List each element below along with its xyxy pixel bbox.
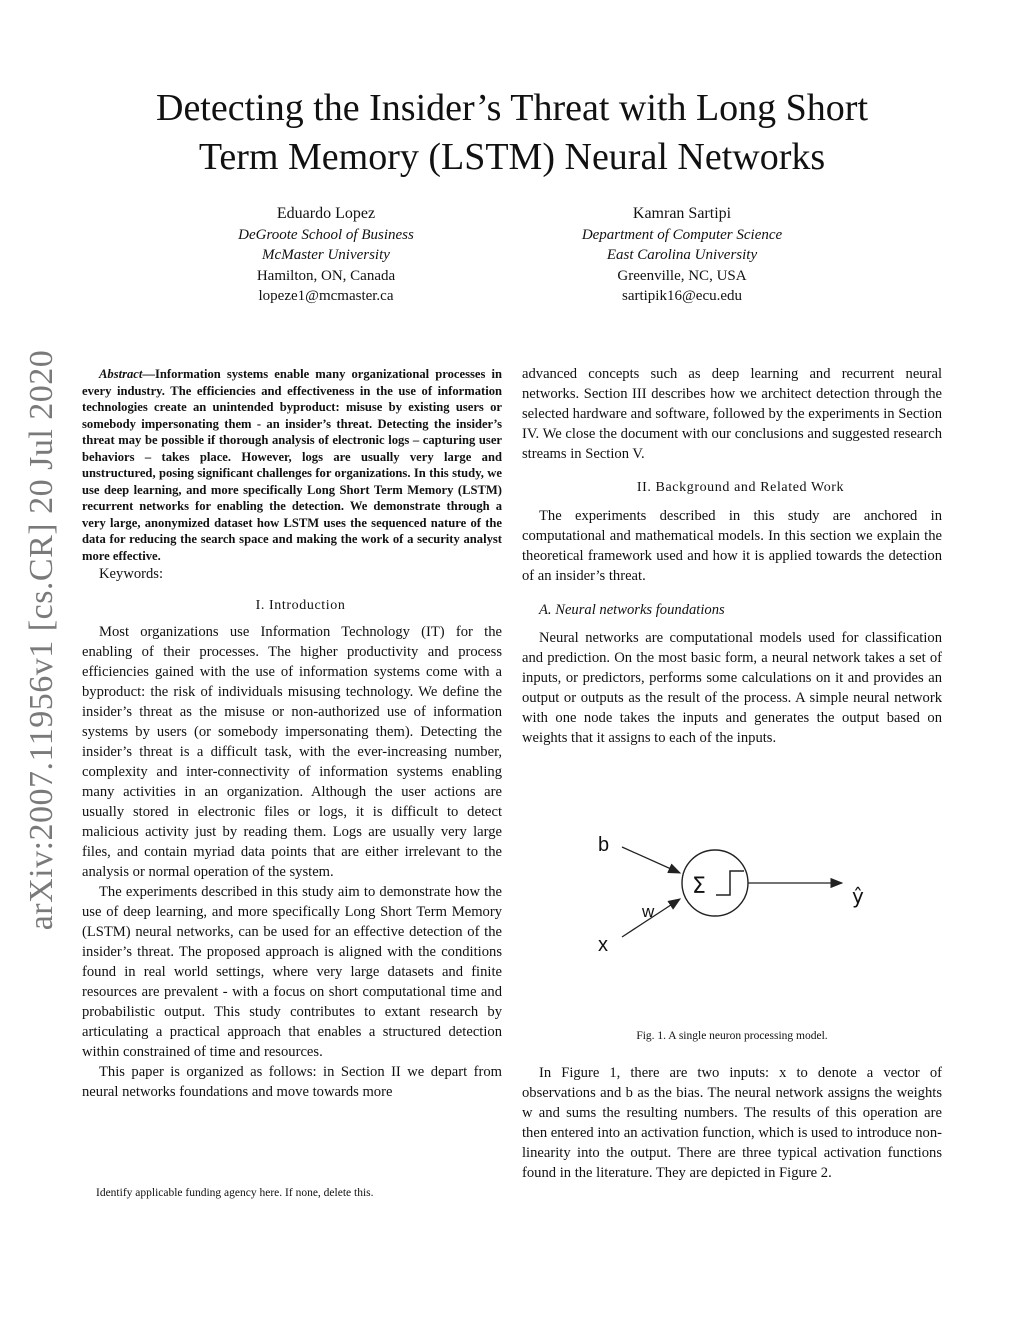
nn-paragraph-2: In Figure 1, there are two inputs: x to denote a vector of observations and b as the bias. The neural network assigns the weights w and sums the resulting numbers. The results of this operation are then entered into an activation function, which is used to introduce non-linearity into the output. There are three typical activation functions found in the literature. They are depicted in Figure 2. [522, 1065, 942, 1181]
section-heading-introduction: I. Introduction [255, 598, 346, 613]
continued-paragraph: advanced concepts such as deep learning and recurrent neural networks. Section III describes how we architect detection through the selected hardware and software, followed by the experiments in Section IV. We close the document with our conclusions and suggested research streams in Section V. [522, 366, 942, 462]
abstract: Abstract—Information systems enable many organizational processes in every industry. The efficiencies and effectiveness in the use of information technologies create an unintended byproduct: misuse by existing users or somebody impersonating them - an insider’s threat. Detecting the insider’s threat may be possible if thorough analysis of electronic logs – capturing user behaviors – takes place. However, logs are usually very large and unstructured, posing significant challenges for organizations. In this study, we use deep learning, and more specifically Long Short Term Memory (LSTM) recurrent networks for enabling the detection. We demonstrate through a very large, anonymized dataset how LSTM uses the sequenced nature of the data for reducing the search space and making the work of a security analyst more effective. [82, 367, 502, 563]
figure-caption: Fig. 1. A single neuron processing model. [636, 1030, 828, 1042]
author-department: Department of Computer Science [581, 226, 783, 243]
section-heading-background: II. Background and Related Work [636, 480, 845, 495]
input-label: x [598, 934, 608, 956]
title-line-2: Term Memory (LSTM) Neural Networks [198, 136, 826, 178]
keywords: Keywords: [99, 566, 164, 582]
sum-symbol: Σ [692, 874, 706, 899]
author-email: lopeze1@mcmaster.ca [258, 288, 394, 304]
author-institution: East Carolina University [606, 247, 758, 263]
left-column [82, 366, 502, 1102]
intro-paragraph-1: Most organizations use Information Technology (IT) for the enabling of their processes. The higher productivity and process efficiencies gained with the use of information systems come with a byproduct: the risk of individuals misusing technology. We define the insider’s threat as the misuse or non-authorized use of information systems by users (or somebody impersonating them). Detecting the insider’s threat is a difficult task, with the ever-increasing number, complexity and inter-connectivity of information systems enabling many activities in an organization. Although the user actions are usually stored in electronic files or logs, it is difficult to detect malicious activity just by reading them. Logs are usually very large files, and contain myriad data points that are either irrelevant to the analysis or normal operation of the system. [82, 624, 502, 880]
author-block-2 [502, 204, 862, 307]
author-name: Kamran Sartipi [632, 205, 732, 222]
paper-title [90, 84, 934, 182]
arxiv-id: arXiv:2007.11956v1 [cs.CR] 20 Jul 2020 [23, 349, 60, 931]
author-block-1 [146, 204, 506, 307]
output-label: ŷ [852, 884, 864, 908]
author-name: Eduardo Lopez [276, 205, 376, 222]
right-column-lower [522, 1063, 942, 1183]
author-location: Hamilton, ON, Canada [256, 267, 396, 284]
neuron-figure [570, 815, 910, 975]
author-email: sartipik16@ecu.edu [621, 288, 743, 304]
author-institution: McMaster University [262, 247, 390, 263]
bias-label: b [598, 834, 610, 856]
step-function-icon [716, 871, 744, 895]
subsection-heading: A. Neural networks foundations [539, 602, 725, 618]
author-department: DeGroote School of Business [238, 226, 414, 243]
right-column [522, 364, 942, 748]
weight-label: w [642, 902, 655, 921]
title-line-1: Detecting the Insider’s Threat with Long Short [156, 87, 868, 129]
author-location: Greenville, NC, USA [617, 267, 747, 284]
intro-paragraph-3: This paper is organized as follows: in Section II we depart from neural networks foundations and move towards more [82, 1064, 502, 1100]
intro-paragraph-2: The experiments described in this study aim to demonstrate how the use of deep learning, and more specifically Long Short Term Memory (LSTM) neural networks, can be used for an effective detection of the insider’s threat. The proposed approach is aligned with the conditions found in real world settings, where very large datasets and finite resources are prevalent - with a focus on short computational time and probabilistic output. This study contributes to extant research by articulating a practical approach that enables a structured detection within constrained of time and resources. [82, 884, 502, 1060]
footnote: Identify applicable funding agency here. If none, delete this. [96, 1187, 374, 1199]
abstract-text: Information systems enable many organizational processes in every industry. The efficiencies and effectiveness in the use of information technologies create an unintended byproduct: misuse by existing users or somebody impersonating them - an insider’s threat. Detecting the insider’s threat may be possible if thorough analysis of electronic logs – capturing user behaviors – takes place. However, logs are usually very large and unstructured, posing significant challenges for organizations. In this study, we use deep learning, and more specifically Long Short Term Memory (LSTM) recurrent networks for enabling the detection. We demonstrate through a very large, anonymized dataset how LSTM uses the sequenced nature of the data for reducing the search space and making the work of a security analyst more effective. [82, 367, 502, 563]
background-paragraph: The experiments described in this study are anchored in computational and mathematical models. In this section we explain the theoretical framework used and how it is applied towards the detection of an insider’s threat. [522, 508, 942, 584]
abstract-label: Abstract [99, 367, 143, 381]
bias-arrow [622, 847, 680, 873]
nn-paragraph-1: Neural networks are computational models used for classification and prediction. On the most basic form, a neural network takes a set of inputs, or predictors, performs some calculations on it and provides an output or outputs as the result of the process. A simple neural network with one node takes the inputs and generates the output based on weights that it assigns to each of the inputs. [522, 630, 942, 746]
